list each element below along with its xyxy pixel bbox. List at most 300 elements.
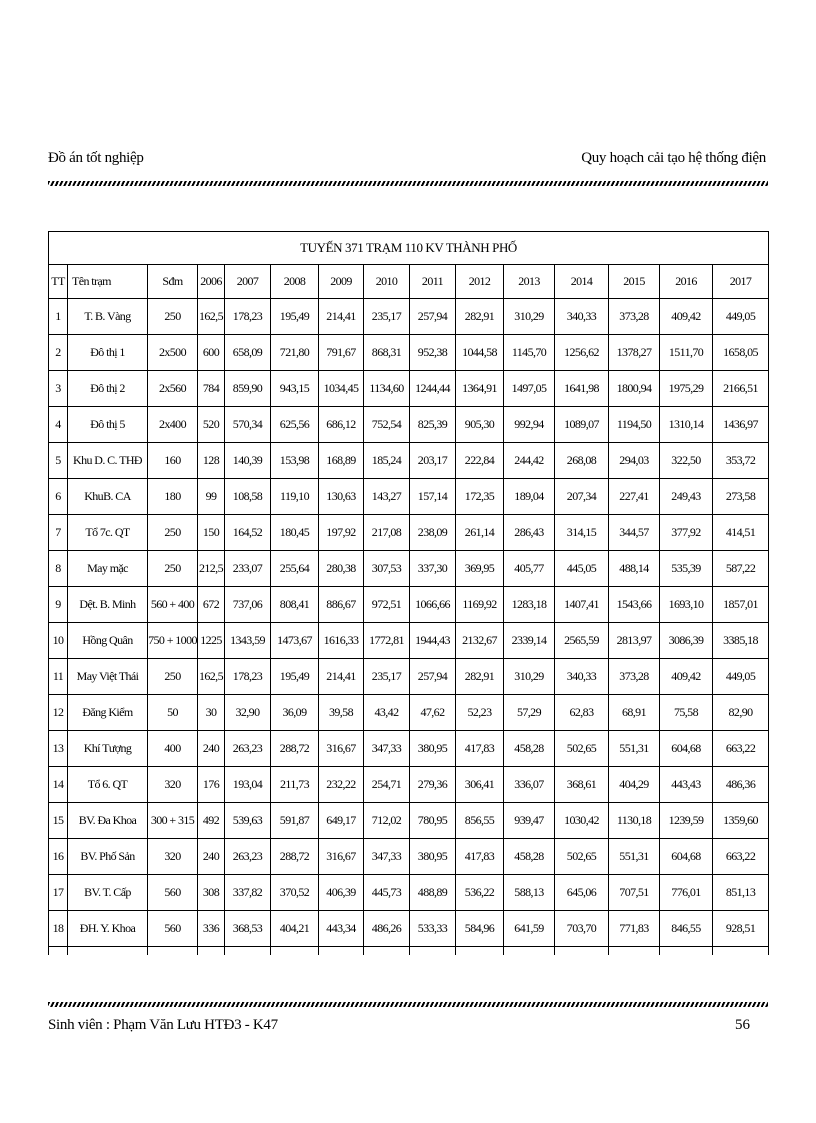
page-number: 56 — [735, 1017, 750, 1033]
footer-divider — [48, 1002, 768, 1007]
station-name: Khí Tượng — [68, 731, 148, 767]
load-value: 625,56 — [271, 407, 319, 443]
row-index: 9 — [49, 587, 68, 623]
load-value: 195,49 — [271, 659, 319, 695]
load-value: 851,13 — [713, 875, 769, 911]
column-header: 2015 — [609, 265, 660, 299]
empty-cell — [364, 947, 410, 956]
load-value: 780,95 — [410, 803, 456, 839]
row-index: 3 — [49, 371, 68, 407]
load-value: 776,01 — [660, 875, 713, 911]
load-value: 752,54 — [364, 407, 410, 443]
load-value: 1256,62 — [555, 335, 609, 371]
load-value: 1239,59 — [660, 803, 713, 839]
load-value: 75,58 — [660, 695, 713, 731]
station-name: BV. T. Cấp — [68, 875, 148, 911]
load-value: 533,33 — [410, 911, 456, 947]
load-value: 314,15 — [555, 515, 609, 551]
load-value: 649,17 — [319, 803, 364, 839]
rated-capacity: 250 — [148, 515, 198, 551]
load-value: 108,58 — [225, 479, 271, 515]
column-header: 2016 — [660, 265, 713, 299]
load-value: 1089,07 — [555, 407, 609, 443]
load-value: 520 — [198, 407, 225, 443]
load-value: 195,49 — [271, 299, 319, 335]
load-value: 588,13 — [504, 875, 555, 911]
row-index: 1 — [49, 299, 68, 335]
load-value: 373,28 — [609, 299, 660, 335]
load-value: 282,91 — [456, 659, 504, 695]
load-value: 672 — [198, 587, 225, 623]
load-value: 235,17 — [364, 659, 410, 695]
load-value: 409,42 — [660, 659, 713, 695]
load-value: 306,41 — [456, 767, 504, 803]
load-value: 353,72 — [713, 443, 769, 479]
load-value: 604,68 — [660, 839, 713, 875]
row-index: 18 — [49, 911, 68, 947]
load-value: 1130,18 — [609, 803, 660, 839]
load-value: 502,65 — [555, 731, 609, 767]
load-value: 268,08 — [555, 443, 609, 479]
load-value: 279,36 — [410, 767, 456, 803]
load-value: 406,39 — [319, 875, 364, 911]
station-name: May mặc — [68, 551, 148, 587]
table-row — [49, 407, 769, 443]
load-value: 211,73 — [271, 767, 319, 803]
table-row — [49, 731, 769, 767]
load-value: 2565,59 — [555, 623, 609, 659]
load-value: 255,64 — [271, 551, 319, 587]
load-value: 162,5 — [198, 299, 225, 335]
station-name: Đô thị 1 — [68, 335, 148, 371]
rated-capacity: 300 + 315 — [148, 803, 198, 839]
load-value: 449,05 — [713, 299, 769, 335]
load-value: 825,39 — [410, 407, 456, 443]
load-value: 570,34 — [225, 407, 271, 443]
column-header: TT — [49, 265, 68, 299]
load-value: 458,28 — [504, 731, 555, 767]
load-value: 551,31 — [609, 839, 660, 875]
load-value: 39,58 — [319, 695, 364, 731]
empty-cell — [609, 947, 660, 956]
load-value: 1616,33 — [319, 623, 364, 659]
load-value: 257,94 — [410, 299, 456, 335]
station-name: Khu D. C. THĐ — [68, 443, 148, 479]
load-value: 369,95 — [456, 551, 504, 587]
empty-cell — [319, 947, 364, 956]
load-value: 486,36 — [713, 767, 769, 803]
table-row — [49, 839, 769, 875]
load-value: 868,31 — [364, 335, 410, 371]
load-value: 1407,41 — [555, 587, 609, 623]
table-header-row — [49, 265, 769, 299]
empty-cell — [225, 947, 271, 956]
load-value: 1169,92 — [456, 587, 504, 623]
load-value: 380,95 — [410, 731, 456, 767]
station-name: May Việt Thái — [68, 659, 148, 695]
table-title: TUYẾN 371 TRẠM 110 KV THÀNH PHỐ — [49, 232, 769, 265]
footer-student: Sinh viên : Phạm Văn Lưu HTĐ3 - K47 — [48, 1017, 278, 1033]
load-value: 808,41 — [271, 587, 319, 623]
empty-cell — [49, 947, 68, 956]
load-value: 140,39 — [225, 443, 271, 479]
load-value: 168,89 — [319, 443, 364, 479]
rated-capacity: 50 — [148, 695, 198, 731]
load-value: 1244,44 — [410, 371, 456, 407]
load-value: 336 — [198, 911, 225, 947]
load-value: 263,23 — [225, 731, 271, 767]
load-value: 584,96 — [456, 911, 504, 947]
empty-cell — [148, 947, 198, 956]
row-index: 15 — [49, 803, 68, 839]
load-value: 257,94 — [410, 659, 456, 695]
load-value: 68,91 — [609, 695, 660, 731]
load-value: 1034,45 — [319, 371, 364, 407]
load-value: 162,5 — [198, 659, 225, 695]
load-value: 336,07 — [504, 767, 555, 803]
load-value: 771,83 — [609, 911, 660, 947]
load-value: 445,05 — [555, 551, 609, 587]
load-value: 164,52 — [225, 515, 271, 551]
load-value: 905,30 — [456, 407, 504, 443]
load-value: 645,06 — [555, 875, 609, 911]
load-value: 1511,70 — [660, 335, 713, 371]
load-value: 62,83 — [555, 695, 609, 731]
load-value: 240 — [198, 731, 225, 767]
empty-cell — [713, 947, 769, 956]
load-value: 288,72 — [271, 731, 319, 767]
load-value: 1693,10 — [660, 587, 713, 623]
empty-cell — [555, 947, 609, 956]
load-value: 443,43 — [660, 767, 713, 803]
load-value: 846,55 — [660, 911, 713, 947]
row-index: 10 — [49, 623, 68, 659]
load-value: 1436,97 — [713, 407, 769, 443]
empty-cell — [271, 947, 319, 956]
load-value: 263,23 — [225, 839, 271, 875]
load-value: 417,83 — [456, 731, 504, 767]
header-right-title: Quy hoạch cải tạo hệ thống điện — [581, 150, 766, 166]
load-value: 244,42 — [504, 443, 555, 479]
rated-capacity: 560 + 400 — [148, 587, 198, 623]
load-value: 273,58 — [713, 479, 769, 515]
load-value: 535,39 — [660, 551, 713, 587]
table-row — [49, 587, 769, 623]
load-value: 130,63 — [319, 479, 364, 515]
load-value: 176 — [198, 767, 225, 803]
load-value: 1364,91 — [456, 371, 504, 407]
column-header: 2009 — [319, 265, 364, 299]
load-value: 261,14 — [456, 515, 504, 551]
load-value: 217,08 — [364, 515, 410, 551]
load-value: 600 — [198, 335, 225, 371]
load-value: 1066,66 — [410, 587, 456, 623]
load-value: 380,95 — [410, 839, 456, 875]
load-value: 36,09 — [271, 695, 319, 731]
load-value: 178,23 — [225, 299, 271, 335]
table-row — [49, 551, 769, 587]
load-value: 373,28 — [609, 659, 660, 695]
station-name: Đăng Kiểm — [68, 695, 148, 731]
load-value: 707,51 — [609, 875, 660, 911]
load-value: 249,43 — [660, 479, 713, 515]
load-value: 449,05 — [713, 659, 769, 695]
row-index: 14 — [49, 767, 68, 803]
load-value: 288,72 — [271, 839, 319, 875]
column-header: 2008 — [271, 265, 319, 299]
load-value: 30 — [198, 695, 225, 731]
load-value: 972,51 — [364, 587, 410, 623]
row-index: 5 — [49, 443, 68, 479]
load-value: 712,02 — [364, 803, 410, 839]
load-value: 414,51 — [713, 515, 769, 551]
load-value: 185,24 — [364, 443, 410, 479]
load-value: 1225 — [198, 623, 225, 659]
load-value: 492 — [198, 803, 225, 839]
load-value: 784 — [198, 371, 225, 407]
load-value: 458,28 — [504, 839, 555, 875]
load-value: 212,5 — [198, 551, 225, 587]
table-row — [49, 695, 769, 731]
load-value: 310,29 — [504, 299, 555, 335]
load-value: 370,52 — [271, 875, 319, 911]
column-header: 2013 — [504, 265, 555, 299]
load-value: 368,61 — [555, 767, 609, 803]
load-value: 47,62 — [410, 695, 456, 731]
empty-cell — [660, 947, 713, 956]
load-value: 294,03 — [609, 443, 660, 479]
load-value: 347,33 — [364, 839, 410, 875]
row-index: 2 — [49, 335, 68, 371]
load-value: 928,51 — [713, 911, 769, 947]
row-index: 4 — [49, 407, 68, 443]
load-value: 153,98 — [271, 443, 319, 479]
station-name: BV. Đa Khoa — [68, 803, 148, 839]
load-value: 316,67 — [319, 839, 364, 875]
row-index: 17 — [49, 875, 68, 911]
load-value: 240 — [198, 839, 225, 875]
load-value: 310,29 — [504, 659, 555, 695]
empty-cell — [198, 947, 225, 956]
load-value: 178,23 — [225, 659, 271, 695]
load-value: 340,33 — [555, 299, 609, 335]
load-value: 856,55 — [456, 803, 504, 839]
load-value: 443,34 — [319, 911, 364, 947]
load-value: 280,38 — [319, 551, 364, 587]
load-value: 791,67 — [319, 335, 364, 371]
load-value: 952,38 — [410, 335, 456, 371]
rated-capacity: 250 — [148, 551, 198, 587]
load-value: 445,73 — [364, 875, 410, 911]
load-value: 1658,05 — [713, 335, 769, 371]
load-value: 943,15 — [271, 371, 319, 407]
rated-capacity: 250 — [148, 299, 198, 335]
load-value: 404,21 — [271, 911, 319, 947]
load-value: 1310,14 — [660, 407, 713, 443]
column-header: 2007 — [225, 265, 271, 299]
row-index: 6 — [49, 479, 68, 515]
load-value: 1944,43 — [410, 623, 456, 659]
column-header: 2017 — [713, 265, 769, 299]
load-value: 587,22 — [713, 551, 769, 587]
load-value: 417,83 — [456, 839, 504, 875]
load-value: 409,42 — [660, 299, 713, 335]
table-row — [49, 659, 769, 695]
load-value: 143,27 — [364, 479, 410, 515]
load-value: 368,53 — [225, 911, 271, 947]
column-header: 2011 — [410, 265, 456, 299]
rated-capacity: 750 + 1000 — [148, 623, 198, 659]
load-value: 939,47 — [504, 803, 555, 839]
empty-cell — [68, 947, 148, 956]
row-index: 13 — [49, 731, 68, 767]
load-value: 641,59 — [504, 911, 555, 947]
table-row — [49, 875, 769, 911]
station-name: Đô thị 5 — [68, 407, 148, 443]
rated-capacity: 2x500 — [148, 335, 198, 371]
load-value: 859,90 — [225, 371, 271, 407]
load-value: 43,42 — [364, 695, 410, 731]
load-value: 1543,66 — [609, 587, 660, 623]
row-index: 7 — [49, 515, 68, 551]
load-value: 57,29 — [504, 695, 555, 731]
load-value: 180,45 — [271, 515, 319, 551]
load-value: 322,50 — [660, 443, 713, 479]
column-header: Sđm — [148, 265, 198, 299]
rated-capacity: 180 — [148, 479, 198, 515]
load-value: 663,22 — [713, 731, 769, 767]
load-value: 233,07 — [225, 551, 271, 587]
load-value: 344,57 — [609, 515, 660, 551]
load-value: 337,30 — [410, 551, 456, 587]
load-value: 214,41 — [319, 659, 364, 695]
load-value: 1194,50 — [609, 407, 660, 443]
table-row — [49, 299, 769, 335]
table-row — [49, 479, 769, 515]
empty-cell — [410, 947, 456, 956]
load-value: 119,10 — [271, 479, 319, 515]
rated-capacity: 320 — [148, 767, 198, 803]
station-name: T. B. Vàng — [68, 299, 148, 335]
load-value: 286,43 — [504, 515, 555, 551]
load-value: 193,04 — [225, 767, 271, 803]
load-value: 1800,94 — [609, 371, 660, 407]
load-value: 1044,58 — [456, 335, 504, 371]
load-value: 1283,18 — [504, 587, 555, 623]
load-value: 658,09 — [225, 335, 271, 371]
load-value: 282,91 — [456, 299, 504, 335]
station-name: Dệt. B. Minh — [68, 587, 148, 623]
load-value: 189,04 — [504, 479, 555, 515]
load-value: 232,22 — [319, 767, 364, 803]
load-value: 128 — [198, 443, 225, 479]
load-value: 2132,67 — [456, 623, 504, 659]
load-value: 1857,01 — [713, 587, 769, 623]
table-row — [49, 443, 769, 479]
table-row — [49, 371, 769, 407]
load-value: 686,12 — [319, 407, 364, 443]
load-value: 235,17 — [364, 299, 410, 335]
load-value: 337,82 — [225, 875, 271, 911]
load-value: 604,68 — [660, 731, 713, 767]
load-value: 2339,14 — [504, 623, 555, 659]
table-row — [49, 623, 769, 659]
load-value: 172,35 — [456, 479, 504, 515]
load-value: 721,80 — [271, 335, 319, 371]
load-value: 254,71 — [364, 767, 410, 803]
station-name: Đô thị 2 — [68, 371, 148, 407]
load-value: 3086,39 — [660, 623, 713, 659]
load-forecast-table — [48, 231, 769, 955]
load-value: 1359,60 — [713, 803, 769, 839]
empty-cell — [504, 947, 555, 956]
row-index: 16 — [49, 839, 68, 875]
load-value: 486,26 — [364, 911, 410, 947]
load-value: 347,33 — [364, 731, 410, 767]
load-value: 1145,70 — [504, 335, 555, 371]
load-value: 1134,60 — [364, 371, 410, 407]
rated-capacity: 320 — [148, 839, 198, 875]
load-value: 703,70 — [555, 911, 609, 947]
load-value: 307,53 — [364, 551, 410, 587]
load-value: 82,90 — [713, 695, 769, 731]
station-name: ĐH. Y. Khoa — [68, 911, 148, 947]
table-row — [49, 803, 769, 839]
station-name: Tổ 7c. QT — [68, 515, 148, 551]
load-value: 1975,29 — [660, 371, 713, 407]
load-value: 737,06 — [225, 587, 271, 623]
header-left-title: Đồ án tốt nghiệp — [48, 150, 144, 166]
load-value: 316,67 — [319, 731, 364, 767]
load-value: 52,23 — [456, 695, 504, 731]
load-value: 3385,18 — [713, 623, 769, 659]
table-row — [49, 335, 769, 371]
row-index: 12 — [49, 695, 68, 731]
column-header: Tên trạm — [68, 265, 148, 299]
empty-cell — [456, 947, 504, 956]
load-value: 197,92 — [319, 515, 364, 551]
load-value: 536,22 — [456, 875, 504, 911]
rated-capacity: 560 — [148, 911, 198, 947]
column-header: 2014 — [555, 265, 609, 299]
station-name: Hồng Quân — [68, 623, 148, 659]
load-value: 1343,59 — [225, 623, 271, 659]
table-row — [49, 767, 769, 803]
load-value: 2813,97 — [609, 623, 660, 659]
load-value: 214,41 — [319, 299, 364, 335]
load-value: 377,92 — [660, 515, 713, 551]
rated-capacity: 400 — [148, 731, 198, 767]
load-value: 992,94 — [504, 407, 555, 443]
column-header: 2012 — [456, 265, 504, 299]
rated-capacity: 2x400 — [148, 407, 198, 443]
load-value: 1030,42 — [555, 803, 609, 839]
load-value: 539,63 — [225, 803, 271, 839]
load-value: 1497,05 — [504, 371, 555, 407]
column-header: 2010 — [364, 265, 410, 299]
row-index: 8 — [49, 551, 68, 587]
load-value: 404,29 — [609, 767, 660, 803]
load-value: 1378,27 — [609, 335, 660, 371]
load-value: 2166,51 — [713, 371, 769, 407]
column-header: 2006 — [198, 265, 225, 299]
load-value: 150 — [198, 515, 225, 551]
station-name: BV. Phố Sản — [68, 839, 148, 875]
load-value: 1473,67 — [271, 623, 319, 659]
load-value: 308 — [198, 875, 225, 911]
load-value: 551,31 — [609, 731, 660, 767]
load-value: 591,87 — [271, 803, 319, 839]
